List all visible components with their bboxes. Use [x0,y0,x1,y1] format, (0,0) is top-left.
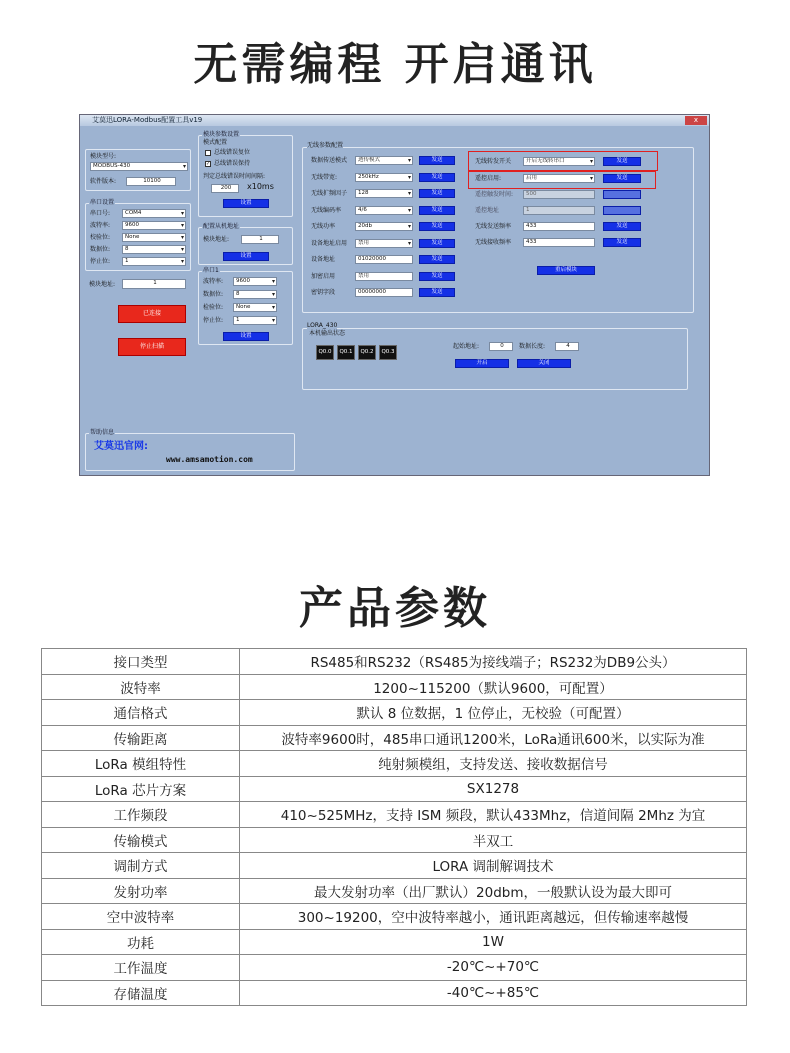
spec-row [42,751,747,777]
lora-output-subtitle: 本机输出状态 [309,330,346,337]
data-length-label: 数据长度: [519,343,546,350]
window-title: 艾莫迅LORA-Modbus配置工具v19 [80,115,709,126]
wireless-param-label: 无线编码率 [311,206,342,214]
wireless-param-value[interactable]: 启用 ▾ [523,174,595,183]
wireless-send-button[interactable]: 发送 [419,255,455,264]
serial-group [85,199,191,271]
spec-row [42,725,747,751]
wireless-param-value[interactable]: 433 [523,222,595,231]
spec-row [42,776,747,802]
output-bit-q01[interactable]: Q0.1 [337,345,355,360]
spec-value: 1W [240,929,747,955]
spec-table [41,648,747,1006]
slave-set-button[interactable]: 设置 [223,252,269,261]
port1-parity-select[interactable]: None ▾ [233,303,277,312]
spec-key: 接口类型 [42,649,240,675]
output-bit-q03[interactable]: Q0.3 [379,345,397,360]
website-link[interactable]: www.amsamotion.com [166,455,253,464]
module-param-group [198,131,293,217]
wireless-param-label: 无线扩频因子 [311,190,348,197]
port1-stop-label: 停止位: [203,317,224,324]
port1-group [198,267,293,345]
wireless-param-label: 无线带宽: [311,173,338,181]
wireless-param-label: 数据传送模式 [311,157,348,164]
wireless-send-button[interactable]: 发送 [419,222,455,231]
spec-row [42,802,747,828]
wireless-send-button[interactable] [603,190,641,199]
port1-data-label: 数据位: [203,291,224,298]
spec-row [42,878,747,904]
baud-label: 波特率: [90,222,111,229]
spec-row [42,649,747,675]
spec-value: -40℃~+85℃ [240,980,747,1006]
spec-value: 最大发射功率（出厂默认）20dbm，一般默认设为最大即可 [240,878,747,904]
spec-row [42,700,747,726]
wireless-send-button[interactable]: 发送 [419,206,455,215]
wireless-param-value[interactable]: 开启无线转串口 ▾ [523,157,595,166]
wireless-param-label: 遥控启用: [475,175,502,182]
spec-key: 传输模式 [42,827,240,853]
port-select[interactable]: COM4 ▾ [122,209,186,218]
spec-row [42,853,747,879]
spec-row [42,980,747,1006]
wireless-param-label: 密钥字段 [311,289,336,296]
wireless-send-button[interactable]: 发送 [419,189,455,198]
section-title-no-programming: 无需编程 开启通讯 [193,39,597,90]
connect-button[interactable]: 已连接 [118,305,186,323]
wireless-param-label: 设备地址启用 [311,239,348,247]
spec-key: 通信格式 [42,700,240,726]
spec-value: 300~19200，空中波特率越小，通讯距离越远，但传输速率越慢 [240,904,747,930]
wireless-param-label: 设备地址 [311,256,336,263]
wireless-param-value[interactable]: 250kHz ▾ [355,173,413,182]
lora-title: LORA_430 [307,322,338,329]
serial-group-title: 串口设置 [90,199,115,206]
spec-key: 工作温度 [42,955,240,981]
port1-baud-label: 波特率: [203,278,224,285]
spec-row [42,674,747,700]
open-button[interactable]: 开启 [455,359,509,368]
wireless-send-button[interactable]: 发送 [603,157,641,166]
spec-value: LORA 调制解调技术 [240,853,747,879]
wireless-send-button[interactable]: 发送 [603,222,641,231]
start-address-label: 起始地址: [453,343,480,350]
lora-output-group [302,322,688,390]
spec-key: 功耗 [42,929,240,955]
stopbits-label: 停止位: [90,258,111,265]
help-group-title: 帮助信息 [90,429,115,436]
model-select[interactable]: MODBUS-430 ▾ [90,162,188,171]
module-address-label: 模块地址: [89,281,116,288]
timeout-input[interactable]: 200 [211,184,239,193]
parity-select[interactable]: None ▾ [122,233,186,242]
timeout-unit: x10ms [247,182,274,191]
bus-error-reset-checkbox[interactable] [205,150,211,156]
wireless-send-button[interactable]: 发送 [419,156,455,165]
output-bit-q02[interactable]: Q0.2 [358,345,376,360]
spec-key: 发射功率 [42,878,240,904]
spec-key: 波特率 [42,674,240,700]
slave-address-input[interactable]: 1 [241,235,279,244]
wireless-param-value[interactable]: 1 [523,206,595,215]
module-address-input[interactable]: 1 [122,279,186,289]
spec-key: LoRa 模组特性 [42,751,240,777]
wireless-param-value[interactable]: 20db ▾ [355,222,413,231]
wireless-group-title: 无线参数配置 [307,142,344,149]
wireless-send-button[interactable]: 发送 [603,174,641,183]
config-tool-window [79,114,710,476]
slave-group-title: 配置从机地址 [203,223,240,230]
spec-value: 410~525MHz，支持 ISM 频段，默认433Mhz，信道间隔 2Mhz 为宜 [240,802,747,828]
wireless-param-value[interactable]: 4/6 ▾ [355,206,413,215]
wireless-send-button[interactable]: 发送 [419,239,455,248]
param-set-button[interactable]: 设置 [223,199,269,208]
port1-baud-select[interactable]: 9600 ▾ [233,277,277,286]
port-label: 串口号: [90,210,111,217]
timeout-label: 判定总线错误时间间隔: [203,173,266,180]
spec-value: 波特率9600时，485串口通讯1200米，LoRa通讯600米，以实际为准 [240,725,747,751]
port1-data-select[interactable]: 8 ▾ [233,290,277,299]
wireless-param-value[interactable]: 00000000 [355,288,413,297]
close-button[interactable]: x [685,116,707,125]
section-title-specs: 产品参数 [299,583,491,634]
wireless-send-button[interactable]: 发送 [419,173,455,182]
wireless-param-label: 无线功率 [311,223,336,230]
slave-address-group [198,223,293,265]
wireless-param-value[interactable]: 01020000 [355,255,413,264]
mode-title: 模式配置 [203,139,228,146]
wireless-send-button[interactable] [603,206,641,215]
bus-error-hold-checkbox[interactable]: ✓ [206,161,211,167]
spec-value: 1200~115200（默认9600，可配置） [240,674,747,700]
bus-error-reset-label: 总线错误复位 [214,149,251,156]
spec-key: 工作频段 [42,802,240,828]
version-field: 10100 [126,177,176,186]
wireless-param-value[interactable]: 128 ▾ [355,189,413,198]
slave-address-label: 模块地址: [203,236,230,243]
wireless-param-value[interactable]: 禁用 ▾ [355,239,413,248]
spec-key: 存储温度 [42,980,240,1006]
spec-value: SX1278 [240,776,747,802]
spec-value: 纯射频模组，支持发送、接收数据信号 [240,751,747,777]
port1-parity-label: 检验位: [203,304,224,311]
spec-value: RS485和RS232（RS485为接线端子；RS232为DB9公头） [240,649,747,675]
version-label: 软件版本: [90,178,117,185]
wireless-param-label: 无线发送频率 [475,223,512,230]
output-bit-q00[interactable]: Q0.0 [316,345,334,360]
website-label: 艾莫迅官网: [94,441,148,452]
spec-row [42,929,747,955]
spec-value: -20℃~+70℃ [240,955,747,981]
stop-scan-button[interactable]: 停止扫描 [118,338,186,356]
wireless-param-label: 无线接收频率 [475,239,512,246]
wireless-param-value[interactable]: 透传模式 ▾ [355,156,413,165]
spec-key: 传输距离 [42,725,240,751]
wireless-param-value[interactable]: 500 [523,190,595,199]
spec-key: 空中波特率 [42,904,240,930]
spec-key: LoRa 芯片方案 [42,776,240,802]
parity-label: 校验位: [90,234,111,241]
wireless-send-button[interactable]: 发送 [419,288,455,297]
wireless-send-button[interactable]: 发送 [419,272,455,281]
close-output-button[interactable]: 关闭 [517,359,571,368]
spec-value: 默认 8 位数据，1 位停止，无校验（可配置） [240,700,747,726]
highlight-box-remote [468,171,656,189]
module-group [85,149,191,191]
baud-select[interactable]: 9600 ▾ [122,221,186,230]
wireless-param-value[interactable]: 禁用 [355,272,413,281]
spec-key: 调制方式 [42,853,240,879]
spec-row [42,904,747,930]
wireless-param-label: 加密启用 [311,272,336,280]
model-label: 模块型号: [90,153,117,160]
highlight-box-forward [468,151,658,171]
spec-row [42,827,747,853]
spec-row [42,955,747,981]
param-group-title: 模块参数设置 [203,131,240,138]
wireless-send-button[interactable]: 发送 [603,238,641,247]
restart-module-button[interactable]: 重启模块 [537,266,595,275]
wireless-param-label: 遥控触发时间: [475,191,514,198]
databits-select[interactable]: 8 ▾ [122,245,186,254]
port1-set-button[interactable]: 设置 [223,332,269,341]
bus-error-hold-label: 总线错误保持 [214,160,251,167]
port1-stop-select[interactable]: 1 ▾ [233,316,277,325]
databits-label: 数据位: [90,246,111,253]
start-address-input[interactable]: 0 [489,342,513,351]
wireless-param-label: 无线转发开关 [475,158,512,165]
spec-value: 半双工 [240,827,747,853]
stopbits-select[interactable]: 1 ▾ [122,257,186,266]
wireless-param-label: 遥控地址 [475,207,500,214]
data-length-input[interactable]: 4 [555,342,579,351]
port1-group-title: 串口1 [203,267,219,274]
help-group [85,429,295,471]
wireless-param-value[interactable]: 433 [523,238,595,247]
